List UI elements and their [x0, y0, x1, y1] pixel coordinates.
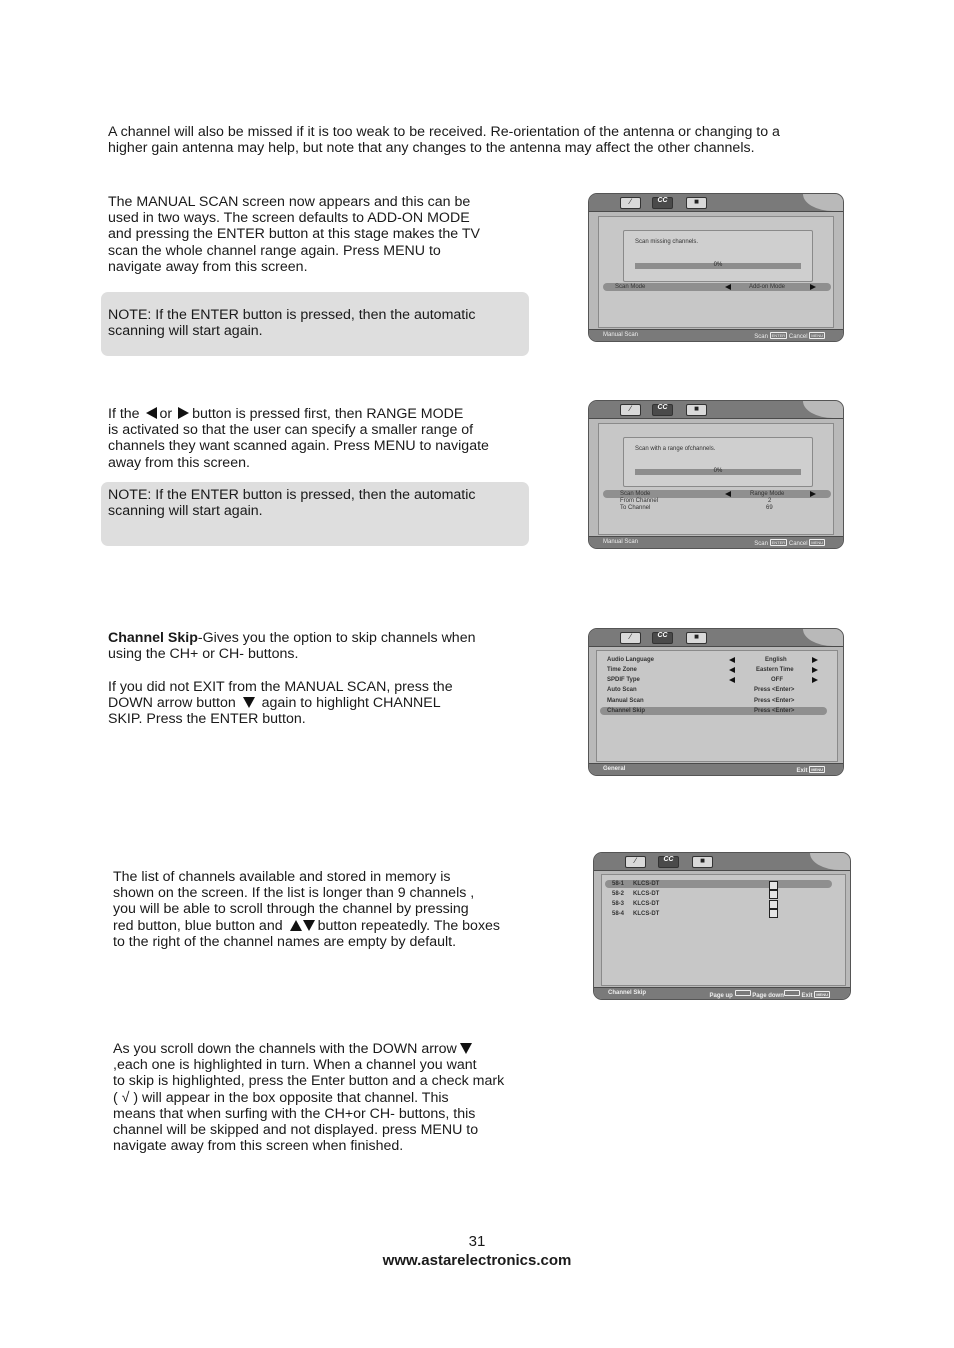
scan-message-box — [623, 437, 813, 487]
scan-mode-row: Scan Mode Range Mode — [603, 490, 831, 498]
down-arrow-icon — [243, 697, 255, 708]
menu-row-time-zone: Time Zone Eastern Time — [595, 666, 827, 674]
tab-lock — [686, 632, 707, 644]
text-line: means that when surfing with the CH+or CH- buttons, this — [113, 1105, 476, 1122]
note-box-2 — [101, 482, 529, 546]
text-line: you will be able to scroll through the channel by pressing — [113, 901, 469, 918]
note-text — [108, 307, 528, 339]
menu-key-icon: MENU — [816, 992, 828, 997]
tab-lock — [686, 404, 707, 416]
lock-icon: ■ — [694, 197, 699, 206]
intro-line-2: higher gain antenna may help, but note that any changes to the antenna may affect the other channels. — [108, 140, 755, 157]
website-url: www.astarelectronics.com — [382, 1252, 572, 1269]
left-arrow-icon — [729, 667, 735, 673]
page-number: 31 — [468, 1233, 486, 1250]
note-box-1 — [101, 292, 529, 356]
skip-marking-description — [113, 1041, 563, 1154]
range-mode-description — [108, 406, 548, 471]
screen-footer: Manual Scan Scan ENTER Cancel MENU — [589, 536, 843, 548]
tab-cc: CC — [652, 197, 673, 209]
text-line: used in two ways. The screen defaults to ADD-ON MODE — [108, 210, 470, 227]
wrench-icon: ∕ — [629, 197, 632, 206]
lock-icon: ■ — [700, 856, 705, 865]
menu-row-auto-scan: Auto Scan Press <Enter> — [607, 687, 795, 693]
tab-cc: CC — [652, 404, 673, 416]
channel-row: 58-2 KLCS-DT — [612, 891, 660, 897]
menu-row-audio-language: Audio Language English — [595, 656, 827, 664]
channel-list-description — [113, 869, 553, 950]
skip-checkbox — [769, 909, 778, 918]
scan-message: Scan with a range ofchannels. — [635, 446, 716, 452]
text-line: red button, blue button and button repeatedly. The boxes — [113, 917, 501, 934]
menu-row-manual-scan: Manual Scan Press <Enter> — [607, 698, 795, 704]
channel-skip-title: Channel Skip — [108, 630, 198, 646]
note-line: scanning will start again. — [108, 323, 263, 340]
menu-key-icon: MENU — [811, 540, 823, 545]
lock-icon: ■ — [694, 632, 699, 641]
text-line: shown on the screen. If the list is longer than 9 channels , — [113, 885, 475, 902]
wrench-icon: ∕ — [629, 632, 632, 641]
right-arrow-icon — [812, 657, 818, 663]
wrench-icon: ∕ — [629, 404, 632, 413]
blank-line — [108, 662, 548, 678]
enter-key-icon: ENTER — [771, 333, 786, 338]
tab-cc: CC — [658, 856, 679, 868]
from-channel-row: From Channel 2 — [620, 498, 772, 504]
text-line: away from this screen. — [108, 454, 250, 471]
channel-row: 58-1 KLCS-DT — [605, 880, 832, 888]
left-arrow-icon — [725, 284, 731, 290]
scan-message-box — [623, 230, 813, 282]
lock-icon: ■ — [694, 404, 699, 413]
tab-lock — [692, 856, 713, 868]
scan-mode-row: Scan Mode Add-on Mode — [603, 283, 831, 291]
skip-checkbox — [769, 881, 778, 890]
note-line: NOTE: If the ENTER button is pressed, then the automatic — [108, 307, 476, 323]
right-arrow-icon — [812, 667, 818, 673]
red-key-icon — [735, 990, 751, 996]
text-line: navigate away from this screen when finished. — [113, 1138, 404, 1155]
screen-footer: Channel Skip Page up Page down Exit MENU — [594, 987, 850, 999]
text-line: If the or button is pressed first, then RANGE MODE — [108, 406, 464, 422]
tab-setup — [620, 197, 641, 209]
manual-scan-description — [108, 194, 538, 275]
down-arrow-icon — [303, 920, 315, 931]
screen-footer: Manual Scan Scan ENTER Cancel MENU — [589, 329, 843, 341]
left-arrow-icon — [729, 677, 735, 683]
text-line: scan the whole channel range again. Press MENU to — [108, 242, 441, 259]
tab-cc: CC — [652, 632, 673, 644]
scan-progress-bar: 0% — [635, 469, 801, 475]
tab-setup — [620, 404, 641, 416]
tab-lock — [686, 197, 707, 209]
intro-line-1: A channel will also be missed if it is too weak to be received. Re-orientation of the antenna or changing to a — [108, 124, 780, 140]
down-arrow-icon — [460, 1043, 472, 1054]
text-line: to skip is highlighted, press the Enter button and a check mark — [113, 1073, 505, 1090]
tab-setup — [620, 632, 641, 644]
text-line: ,each one is highlighted in turn. When a channel you want — [113, 1057, 477, 1074]
right-arrow-icon — [178, 407, 189, 419]
text-line: channels they want scanned again. Press MENU to navigate — [108, 438, 489, 455]
text-line: DOWN arrow button again to highlight CHANNEL — [108, 694, 441, 711]
text-line: navigate away from this screen. — [108, 258, 308, 275]
up-arrow-icon — [290, 920, 302, 931]
right-arrow-icon — [812, 677, 818, 683]
note-line: NOTE: If the ENTER button is pressed, then the automatic — [108, 487, 476, 503]
text-line: SKIP. Press the ENTER button. — [108, 711, 306, 728]
intro-paragraph — [108, 124, 868, 156]
text-line: The list of channels available and stored in memory is — [113, 869, 451, 885]
channel-skip-screen — [593, 852, 851, 1000]
general-menu-screen — [588, 628, 844, 776]
text-line: If you did not EXIT from the MANUAL SCAN, press the — [108, 678, 453, 695]
menu-row-channel-skip: Channel Skip Press <Enter> — [600, 707, 827, 715]
channel-row: 58-4 KLCS-DT — [612, 911, 660, 917]
blue-key-icon — [784, 990, 800, 996]
scan-message: Scan missing channels. — [635, 239, 699, 245]
manual-scan-addon-screen — [588, 193, 844, 342]
screen-footer: General Exit MENU — [589, 763, 843, 775]
tab-setup — [625, 856, 646, 868]
right-arrow-icon — [810, 284, 816, 290]
wrench-icon: ∕ — [634, 856, 637, 865]
menu-key-icon: MENU — [811, 333, 823, 338]
left-arrow-icon — [146, 407, 157, 419]
scan-progress-bar: 0% — [635, 263, 801, 269]
text-line: channel will be skipped and not displayed. press MENU to — [113, 1122, 479, 1139]
note-text — [108, 487, 528, 519]
text-line: ( √ ) will appear in the box opposite that channel. This — [113, 1089, 449, 1106]
text-line: The MANUAL SCAN screen now appears and this can be — [108, 194, 471, 210]
left-arrow-icon — [729, 657, 735, 663]
menu-row-spdif-type: SPDIF Type OFF — [595, 676, 827, 684]
text-line: and pressing the ENTER button at this stage makes the TV — [108, 226, 480, 243]
menu-key-icon: MENU — [811, 767, 823, 772]
text-line: using the CH+ or CH- buttons. — [108, 646, 299, 663]
enter-key-icon: ENTER — [771, 540, 786, 545]
text-line: to the right of the channel names are empty by default. — [113, 933, 457, 950]
text-line: is activated so that the user can specify a smaller range of — [108, 422, 474, 439]
note-line: scanning will start again. — [108, 503, 263, 520]
skip-checkbox — [769, 890, 778, 899]
channel-row: 58-3 KLCS-DT — [612, 901, 660, 907]
skip-checkbox — [769, 900, 778, 909]
text-line: As you scroll down the channels with the DOWN arrow — [113, 1041, 563, 1057]
manual-scan-range-screen — [588, 400, 844, 549]
channel-skip-description — [108, 630, 548, 727]
to-channel-row: To Channel 69 — [620, 505, 773, 511]
text-line: Channel Skip-Gives you the option to skip channels when — [108, 630, 476, 646]
